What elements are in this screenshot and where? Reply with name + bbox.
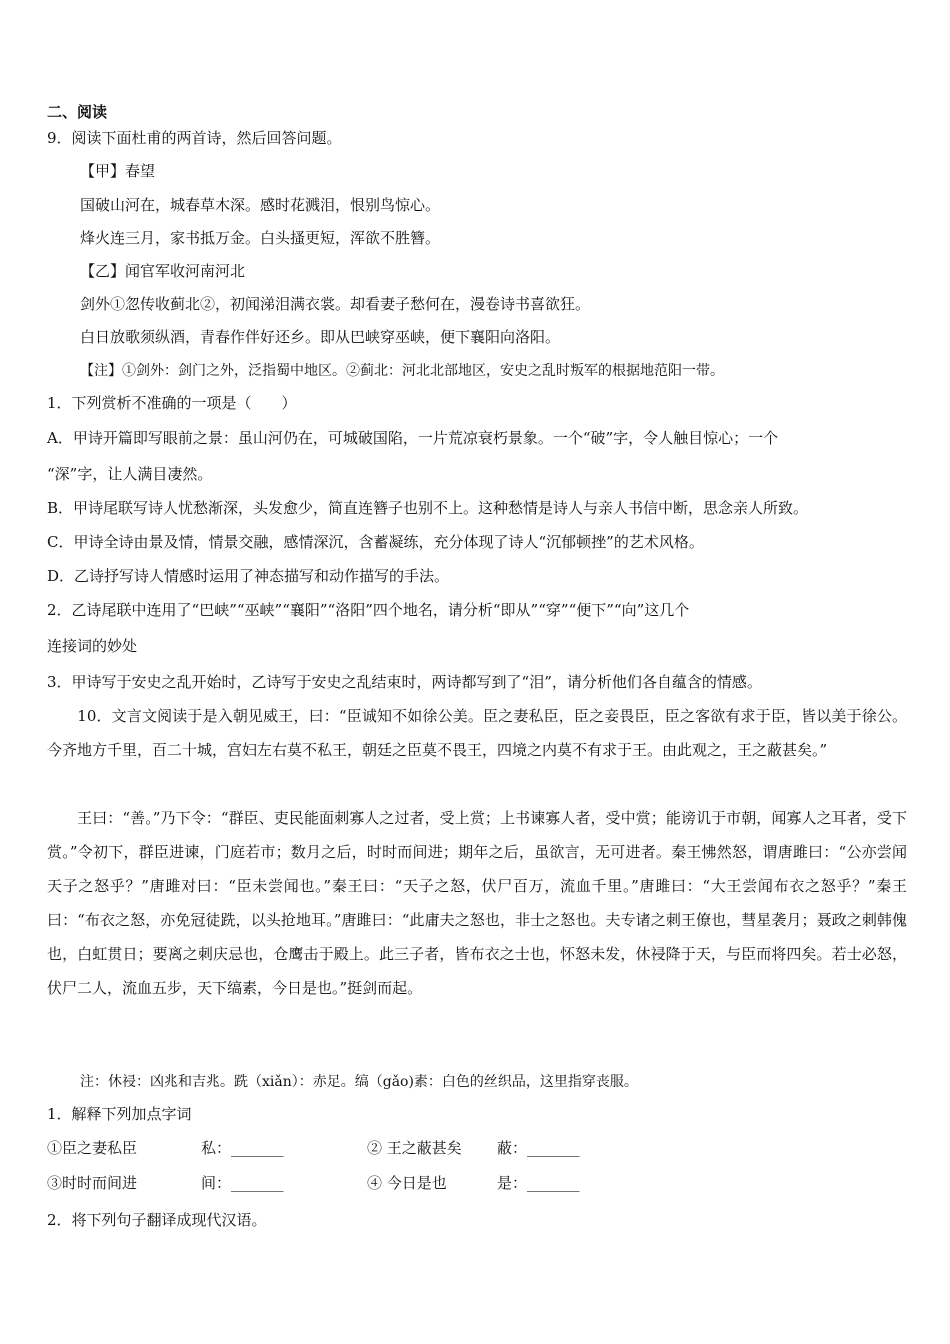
vocab-blank[interactable]: 是：_______	[497, 1174, 580, 1192]
q10-sub1: 1．解释下列加点字词	[47, 1105, 192, 1123]
vocab-phrase: ④ 今日是也	[367, 1174, 447, 1192]
option-a-cont: “深”字，让人满目凄然。	[47, 465, 213, 483]
q10-passage-para1: 10．文言文阅读于是入朝见威王，曰：“臣诚知不如徐公美。臣之妻私臣，臣之妾畏臣，臣之客欲有求于臣，皆以美于徐公。今齐地方千里，百二十城，宫妇左右莫不私王，朝廷之臣莫不畏王，四境之内莫不有求于王。由此观之，王之蔽甚矣。”	[47, 707, 907, 759]
q9-sub3: 3．甲诗写于安史之乱开始时，乙诗写于安史之乱结束时，两诗都写到了“泪”，请分析他们各自蕴含的情感。	[47, 673, 762, 691]
q10-passage-para2: 王曰：“善。”乃下令：“群臣、吏民能面刺寡人之过者，受上赏；上书谏寡人者，受中赏；能谤讥于市朝，闻寡人之耳者，受下赏。”令初下，群臣进谏，门庭若市；数月之后，时时而间进；期年之后，虽欲言，无可进者。秦王怫然怒，谓唐雎曰：“公亦尝闻天子之怒乎？”唐雎对曰：“臣未尝闻也。”秦王曰：“天子之怒，伏尸百万，流血千里。”唐雎曰：“大王尝闻布衣之怒乎？”秦王曰：“布衣之怒，亦免冠徒跣，以头抢地耳。”唐雎曰：“此庸夫之怒也，非士之怒也。夫专诸之刺王僚也，彗星袭月；聂政之刺韩傀也，白虹贯日；要离之刺庆忌也，仓鹰击于殿上。此三子者，皆布衣之士也，怀怒未发，休祲降于天，与臣而将四矣。若士必怒，伏尸二人，流血五步，天下缟素，今日是也。”挺剑而起。	[47, 809, 907, 997]
q9-sub2: 2．乙诗尾联中连用了“巴峡”“巫峡”“襄阳”“洛阳”四个地名，请分析“即从”“穿”“便下”“向”这几个	[47, 601, 690, 619]
option-d: D．乙诗抒写诗人情感时运用了神态描写和动作描写的手法。	[47, 567, 450, 585]
vocab-blank[interactable]: 间：_______	[201, 1174, 284, 1192]
poem-b-line: 剑外①忽传收蓟北②，初闻涕泪满衣裳。却看妻子愁何在，漫卷诗书喜欲狂。	[80, 295, 591, 313]
q9-sub2-cont: 连接词的妙处	[47, 637, 138, 655]
vocab-blank[interactable]: 蔽：_______	[497, 1139, 580, 1157]
poem-a-line: 烽火连三月，家书抵万金。白头搔更短，浑欲不胜簪。	[80, 229, 441, 247]
vocab-phrase: ② 王之蔽甚矣	[367, 1139, 462, 1157]
section-title: 二、阅读	[47, 103, 108, 121]
vocab-blank[interactable]: 私：_______	[201, 1139, 284, 1157]
vocab-phrase: ①臣之妻私臣	[47, 1139, 138, 1157]
q10-sub2: 2．将下列句子翻译成现代汉语。	[47, 1211, 267, 1229]
option-c: C．甲诗全诗由景及情，情景交融，感情深沉，含蓄凝练，充分体现了诗人“沉郁顿挫”的艺术风格。	[47, 533, 704, 551]
poem-a-line: 国破山河在，城春草木深。感时花溅泪，恨别鸟惊心。	[80, 196, 441, 214]
vocab-phrase: ③时时而间进	[47, 1174, 138, 1192]
q9-prompt: 9．阅读下面杜甫的两首诗，然后回答问题。	[47, 129, 342, 147]
option-a: A．甲诗开篇即写眼前之景：虽山河仍在，可城破国陷，一片荒凉衰朽景象。一个“破”字，令人触目惊心；一个	[47, 429, 779, 447]
q9-sub1: 1．下列赏析不准确的一项是（ ）	[47, 394, 297, 412]
poem-b-title: 【乙】闻官军收河南河北	[80, 262, 246, 280]
poem-note: 【注】①剑外：剑门之外，泛指蜀中地区。②蓟北：河北北部地区，安史之乱时叛军的根据地范阳一带。	[80, 363, 724, 379]
poem-a-title: 【甲】春望	[80, 162, 156, 180]
option-b: B．甲诗尾联写诗人忧愁渐深，头发愈少，简直连簪子也别不上。这种愁情是诗人与亲人书信中断，思念亲人所致。	[47, 499, 809, 517]
poem-b-line: 白日放歌须纵酒，青春作伴好还乡。即从巴峡穿巫峡，便下襄阳向洛阳。	[80, 328, 561, 346]
q10-note: 注：休祲：凶兆和吉兆。跣（xiǎn）：赤足。缟（gǎo)素：白色的丝织品，这里指穿丧服。	[80, 1074, 638, 1090]
